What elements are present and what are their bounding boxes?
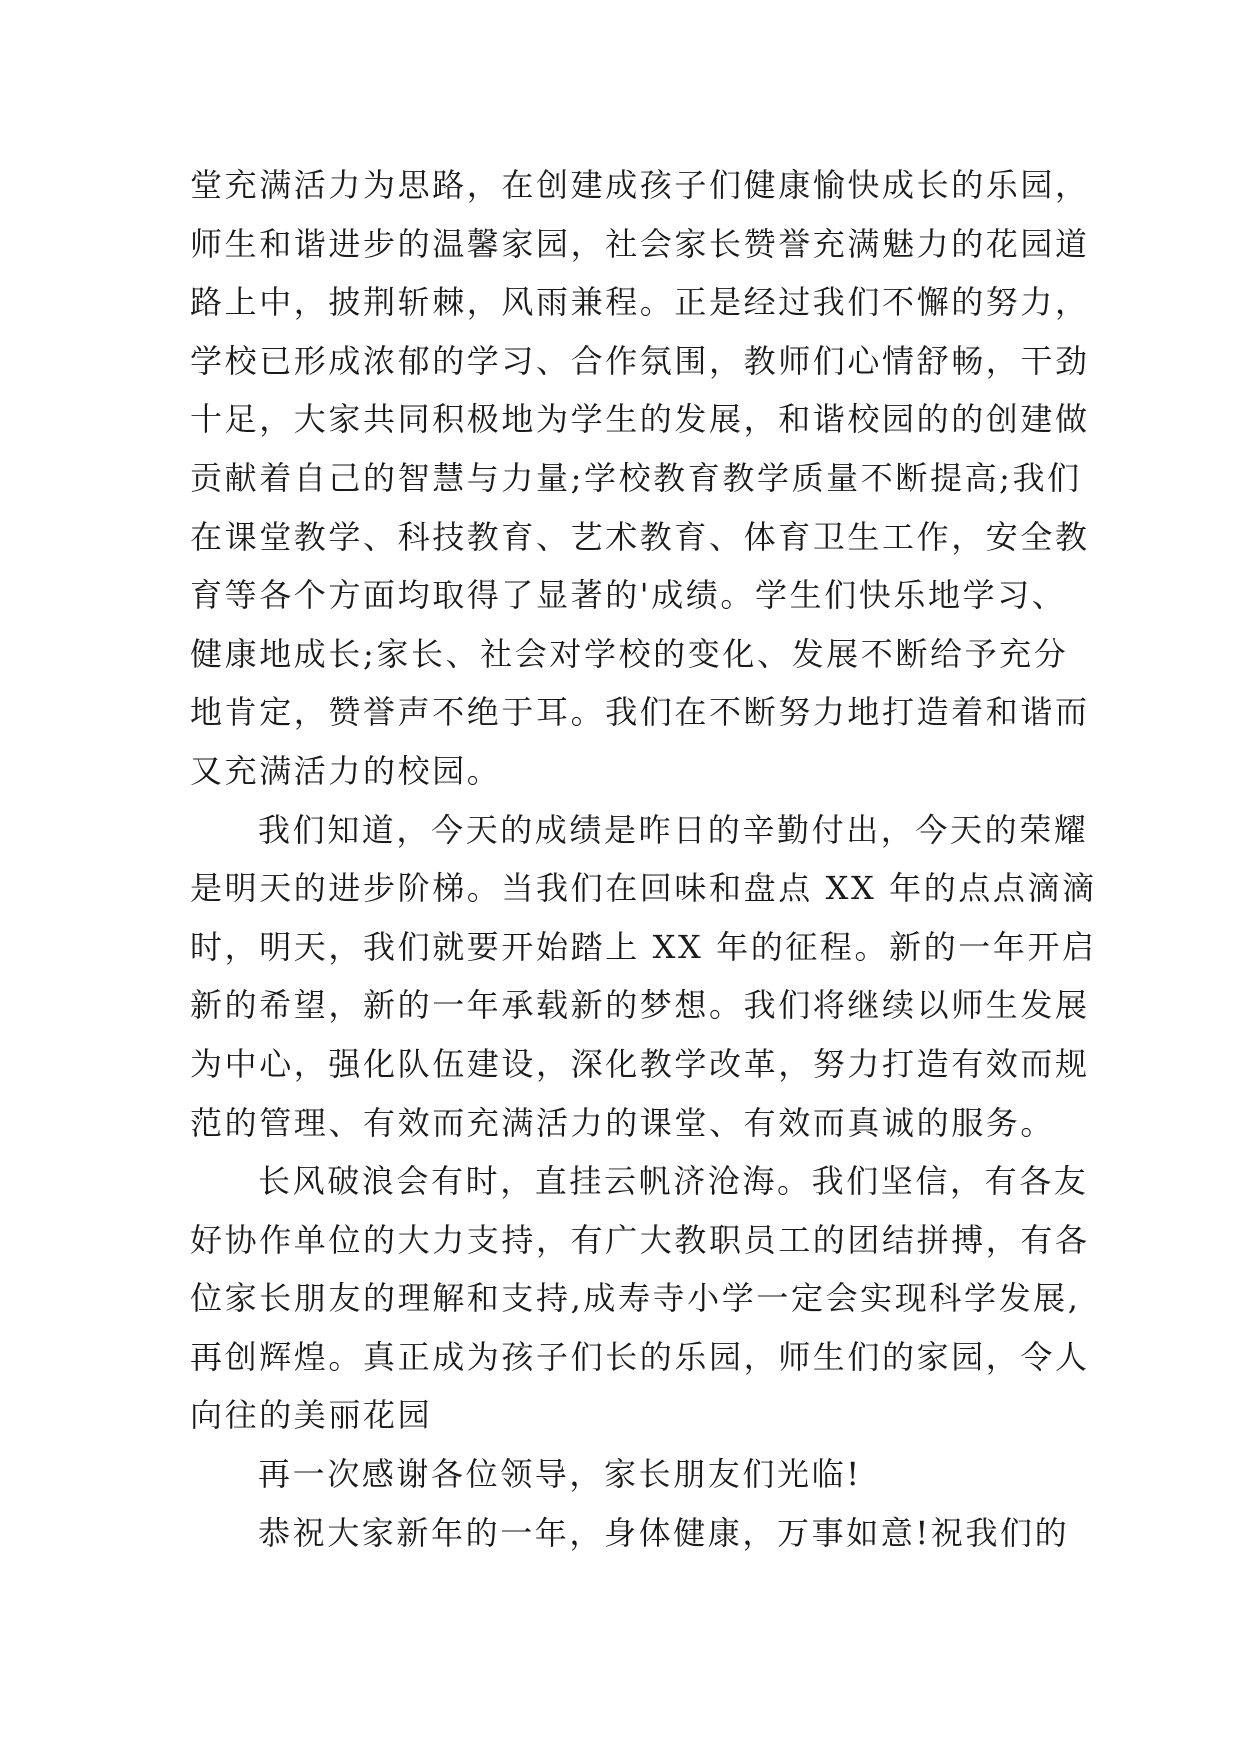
text-line: 十足，大家共同积极地为学生的发展，和谐校园的的创建做: [190, 400, 1090, 439]
text-line: 健康地成长;家长、社会对学校的变化、发展不断给予充分: [190, 634, 1069, 673]
text-line: 路上中，披荆斩棘，风雨兼程。正是经过我们不懈的努力，: [190, 283, 1090, 322]
text-line: 在课堂教学、科技教育、艺术教育、体育卫生工作，安全教: [190, 517, 1090, 556]
text-line: 好协作单位的大力支持，有广大教职员工的团结拼搏，有各: [190, 1220, 1090, 1259]
text-line: 为中心，强化队伍建设，深化教学改革，努力打造有效而规: [190, 1044, 1090, 1083]
text-line: 育等各个方面均取得了显著的'成绩。学生们快乐地学习、: [190, 576, 1067, 615]
text-line: 堂充满活力为思路，在创建成孩子们健康愉快成长的乐园，: [190, 166, 1090, 204]
paragraph-first-line: 再一次感谢各位领导，家长朋友们光临!: [258, 1455, 862, 1494]
paragraph-first-line: 恭祝大家新年的一年，身体健康，万事如意!祝我们的: [258, 1513, 1070, 1552]
text-line: 时，明天，我们就要开始踏上 XX 年的征程。新的一年开启: [190, 927, 1097, 966]
text-line: 又充满活力的校园。: [190, 751, 502, 790]
paragraph-first-line: 长风破浪会有时，直挂云帆济沧海。我们坚信，有各友: [258, 1162, 1089, 1201]
text-line: 范的管理、有效而充满活力的课堂、有效而真诚的服务。: [190, 1103, 1056, 1142]
text-line: 贡献着自己的智慧与力量;学校教育教学质量不断提高;我们: [190, 458, 1082, 497]
text-line: 师生和谐进步的温馨家园，社会家长赞誉充满魅力的花园道: [190, 224, 1090, 263]
text-line: 再创辉煌。真正成为孩子们长的乐园，师生们的家园，令人: [190, 1337, 1090, 1376]
text-line: 是明天的进步阶梯。当我们在回味和盘点 XX 年的点点滴滴: [190, 869, 1097, 908]
text-line: 学校已形成浓郁的学习、合作氛围，教师们心情舒畅，干劲: [190, 341, 1090, 380]
text-line: 向往的美丽花园: [190, 1396, 433, 1435]
paragraph-first-line: 我们知道，今天的成绩是昨日的辛勤付出，今天的荣耀: [258, 810, 1089, 849]
text-line: 地肯定，赞誉声不绝于耳。我们在不断努力地打造着和谐而: [190, 693, 1090, 732]
text-line: 位家长朋友的理解和支持,成寿寺小学一定会实现科学发展,: [190, 1279, 1081, 1318]
document-body: [190, 156, 1097, 1562]
text-line: 新的希望，新的一年承载新的梦想。我们将继续以师生发展: [190, 986, 1090, 1025]
